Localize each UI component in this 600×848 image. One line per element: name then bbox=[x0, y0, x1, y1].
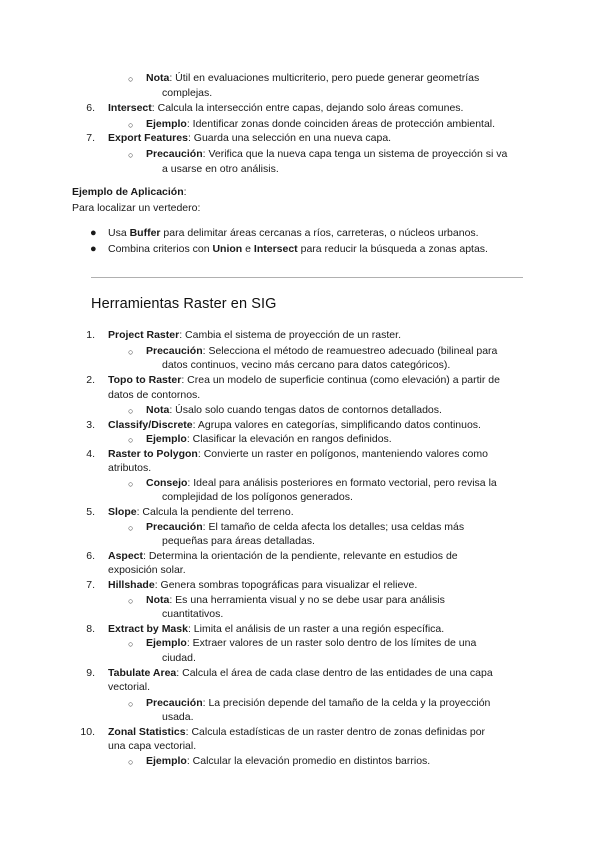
sub-bullet-icon: ○ bbox=[128, 757, 134, 767]
sub-item-cont: datos continuos, vecino más cercano para datos categóricos). bbox=[162, 359, 451, 371]
application-bullet-buffer: Usa Buffer para delimitar áreas cercanas a ríos, carreteras, o núcleos urbanos. bbox=[108, 227, 479, 239]
list-item-project-raster: Project Raster: Cambia el sistema de proyección de un raster. bbox=[108, 329, 401, 341]
list-item-tabulate-area: Tabulate Area: Calcula el área de cada clase dentro de las entidades de una capa bbox=[108, 667, 493, 679]
list-number: 8. bbox=[86, 623, 95, 635]
list-item-export-features: Export Features: Guarda una selección en una nueva capa. bbox=[108, 132, 392, 144]
sub-bullet-icon: ○ bbox=[128, 150, 134, 160]
sub-bullet-icon: ○ bbox=[128, 347, 134, 357]
list-item-zonal-statistics: Zonal Statistics: Calcula estadísticas de un raster dentro de zonas definidas por bbox=[108, 726, 486, 738]
sub-item-note: Nota: Útil en evaluaciones multicriterio, pero puede generar geometrías bbox=[146, 72, 480, 84]
sub-item-cont: a usarse en otro análisis. bbox=[162, 163, 279, 175]
list-item-cont: una capa vectorial. bbox=[108, 740, 197, 752]
list-number: 2. bbox=[86, 374, 95, 386]
sub-item-caution: Precaución: El tamaño de celda afecta los detalles; usa celdas más bbox=[146, 521, 465, 533]
sub-item-cont: complejidad de los polígonos generados. bbox=[162, 491, 353, 503]
list-number: 7. bbox=[86, 132, 95, 144]
sub-item-note: Nota: Úsalo solo cuando tengas datos de contornos detallados. bbox=[146, 404, 442, 416]
list-item-classify: Classify/Discrete: Agrupa valores en categorías, simplificando datos continuos. bbox=[108, 419, 481, 431]
sub-item-caution: Precaución: Selecciona el método de reamuestreo adecuado (bilineal para bbox=[146, 345, 498, 357]
list-number: 5. bbox=[86, 506, 95, 518]
list-item-extract-by-mask: Extract by Mask: Limita el análisis de un raster a una región específica. bbox=[108, 623, 445, 635]
sub-item-example: Ejemplo: Clasificar la elevación en rangos definidos. bbox=[146, 433, 392, 445]
bullet-icon: ● bbox=[90, 227, 97, 239]
list-item-intersect: Intersect: Calcula la intersección entre capas, dejando solo áreas comunes. bbox=[108, 102, 464, 114]
list-item-aspect: Aspect: Determina la orientación de la pendiente, relevante en estudios de bbox=[108, 550, 458, 562]
sub-item-example: Ejemplo: Identificar zonas donde coinciden áreas de protección ambiental. bbox=[146, 118, 496, 130]
sub-bullet-icon: ○ bbox=[128, 699, 134, 709]
sub-item-note: Nota: Es una herramienta visual y no se debe usar para análisis bbox=[146, 594, 445, 606]
sub-bullet-icon: ○ bbox=[128, 406, 134, 416]
sub-item-example: Ejemplo: Extraer valores de un raster solo dentro de los límites de una bbox=[146, 637, 477, 649]
application-bullet-combine: Combina criterios con Union e Intersect para reducir la búsqueda a zonas aptas. bbox=[108, 243, 488, 255]
sub-item-caution: Precaución: Verifica que la nueva capa tenga un sistema de proyección si va bbox=[146, 148, 508, 160]
list-number: 4. bbox=[86, 448, 95, 460]
sub-item-tip: Consejo: Ideal para análisis posteriores en formato vectorial, pero revisa la bbox=[146, 477, 497, 489]
list-number: 6. bbox=[86, 550, 95, 562]
horizontal-rule bbox=[91, 277, 523, 278]
list-number: 9. bbox=[86, 667, 95, 679]
list-item-cont: datos de contornos. bbox=[108, 389, 201, 401]
application-intro: Para localizar un vertedero: bbox=[72, 202, 201, 214]
list-item-topo-to-raster: Topo to Raster: Crea un modelo de superficie continua (como elevación) a partir de bbox=[108, 374, 500, 386]
sub-bullet-icon: ○ bbox=[128, 479, 134, 489]
list-item-hillshade: Hillshade: Genera sombras topográficas para visualizar el relieve. bbox=[108, 579, 418, 591]
sub-bullet-icon: ○ bbox=[128, 523, 134, 533]
application-heading: Ejemplo de Aplicación: bbox=[72, 186, 187, 198]
sub-item-cont: cuantitativos. bbox=[162, 608, 224, 620]
sub-bullet-icon: ○ bbox=[128, 639, 134, 649]
list-item-cont: vectorial. bbox=[108, 681, 151, 693]
sub-bullet-icon: ○ bbox=[128, 74, 134, 84]
sub-item-cont: pequeñas para áreas detalladas. bbox=[162, 535, 315, 547]
list-item-cont: atributos. bbox=[108, 462, 152, 474]
sub-item-caution: Precaución: La precisión depende del tamaño de la celda y la proyección bbox=[146, 697, 491, 709]
sub-bullet-icon: ○ bbox=[128, 120, 134, 130]
list-number: 6. bbox=[86, 102, 95, 114]
list-item-cont: exposición solar. bbox=[108, 564, 186, 576]
list-number: 3. bbox=[86, 419, 95, 431]
sub-bullet-icon: ○ bbox=[128, 435, 134, 445]
section-title: Herramientas Raster en SIG bbox=[91, 296, 277, 312]
sub-bullet-icon: ○ bbox=[128, 596, 134, 606]
sub-item-example: Ejemplo: Calcular la elevación promedio en distintos barrios. bbox=[146, 755, 431, 767]
list-item-slope: Slope: Calcula la pendiente del terreno. bbox=[108, 506, 294, 518]
list-number: 1. bbox=[86, 329, 95, 341]
list-number: 7. bbox=[86, 579, 95, 591]
sub-item-cont: complejas. bbox=[162, 87, 213, 99]
list-number: 10. bbox=[80, 726, 95, 738]
sub-item-cont: ciudad. bbox=[162, 652, 196, 664]
list-item-raster-to-polygon: Raster to Polygon: Convierte un raster en polígonos, manteniendo valores como bbox=[108, 448, 488, 460]
bullet-icon: ● bbox=[90, 243, 97, 255]
sub-item-cont: usada. bbox=[162, 711, 194, 723]
